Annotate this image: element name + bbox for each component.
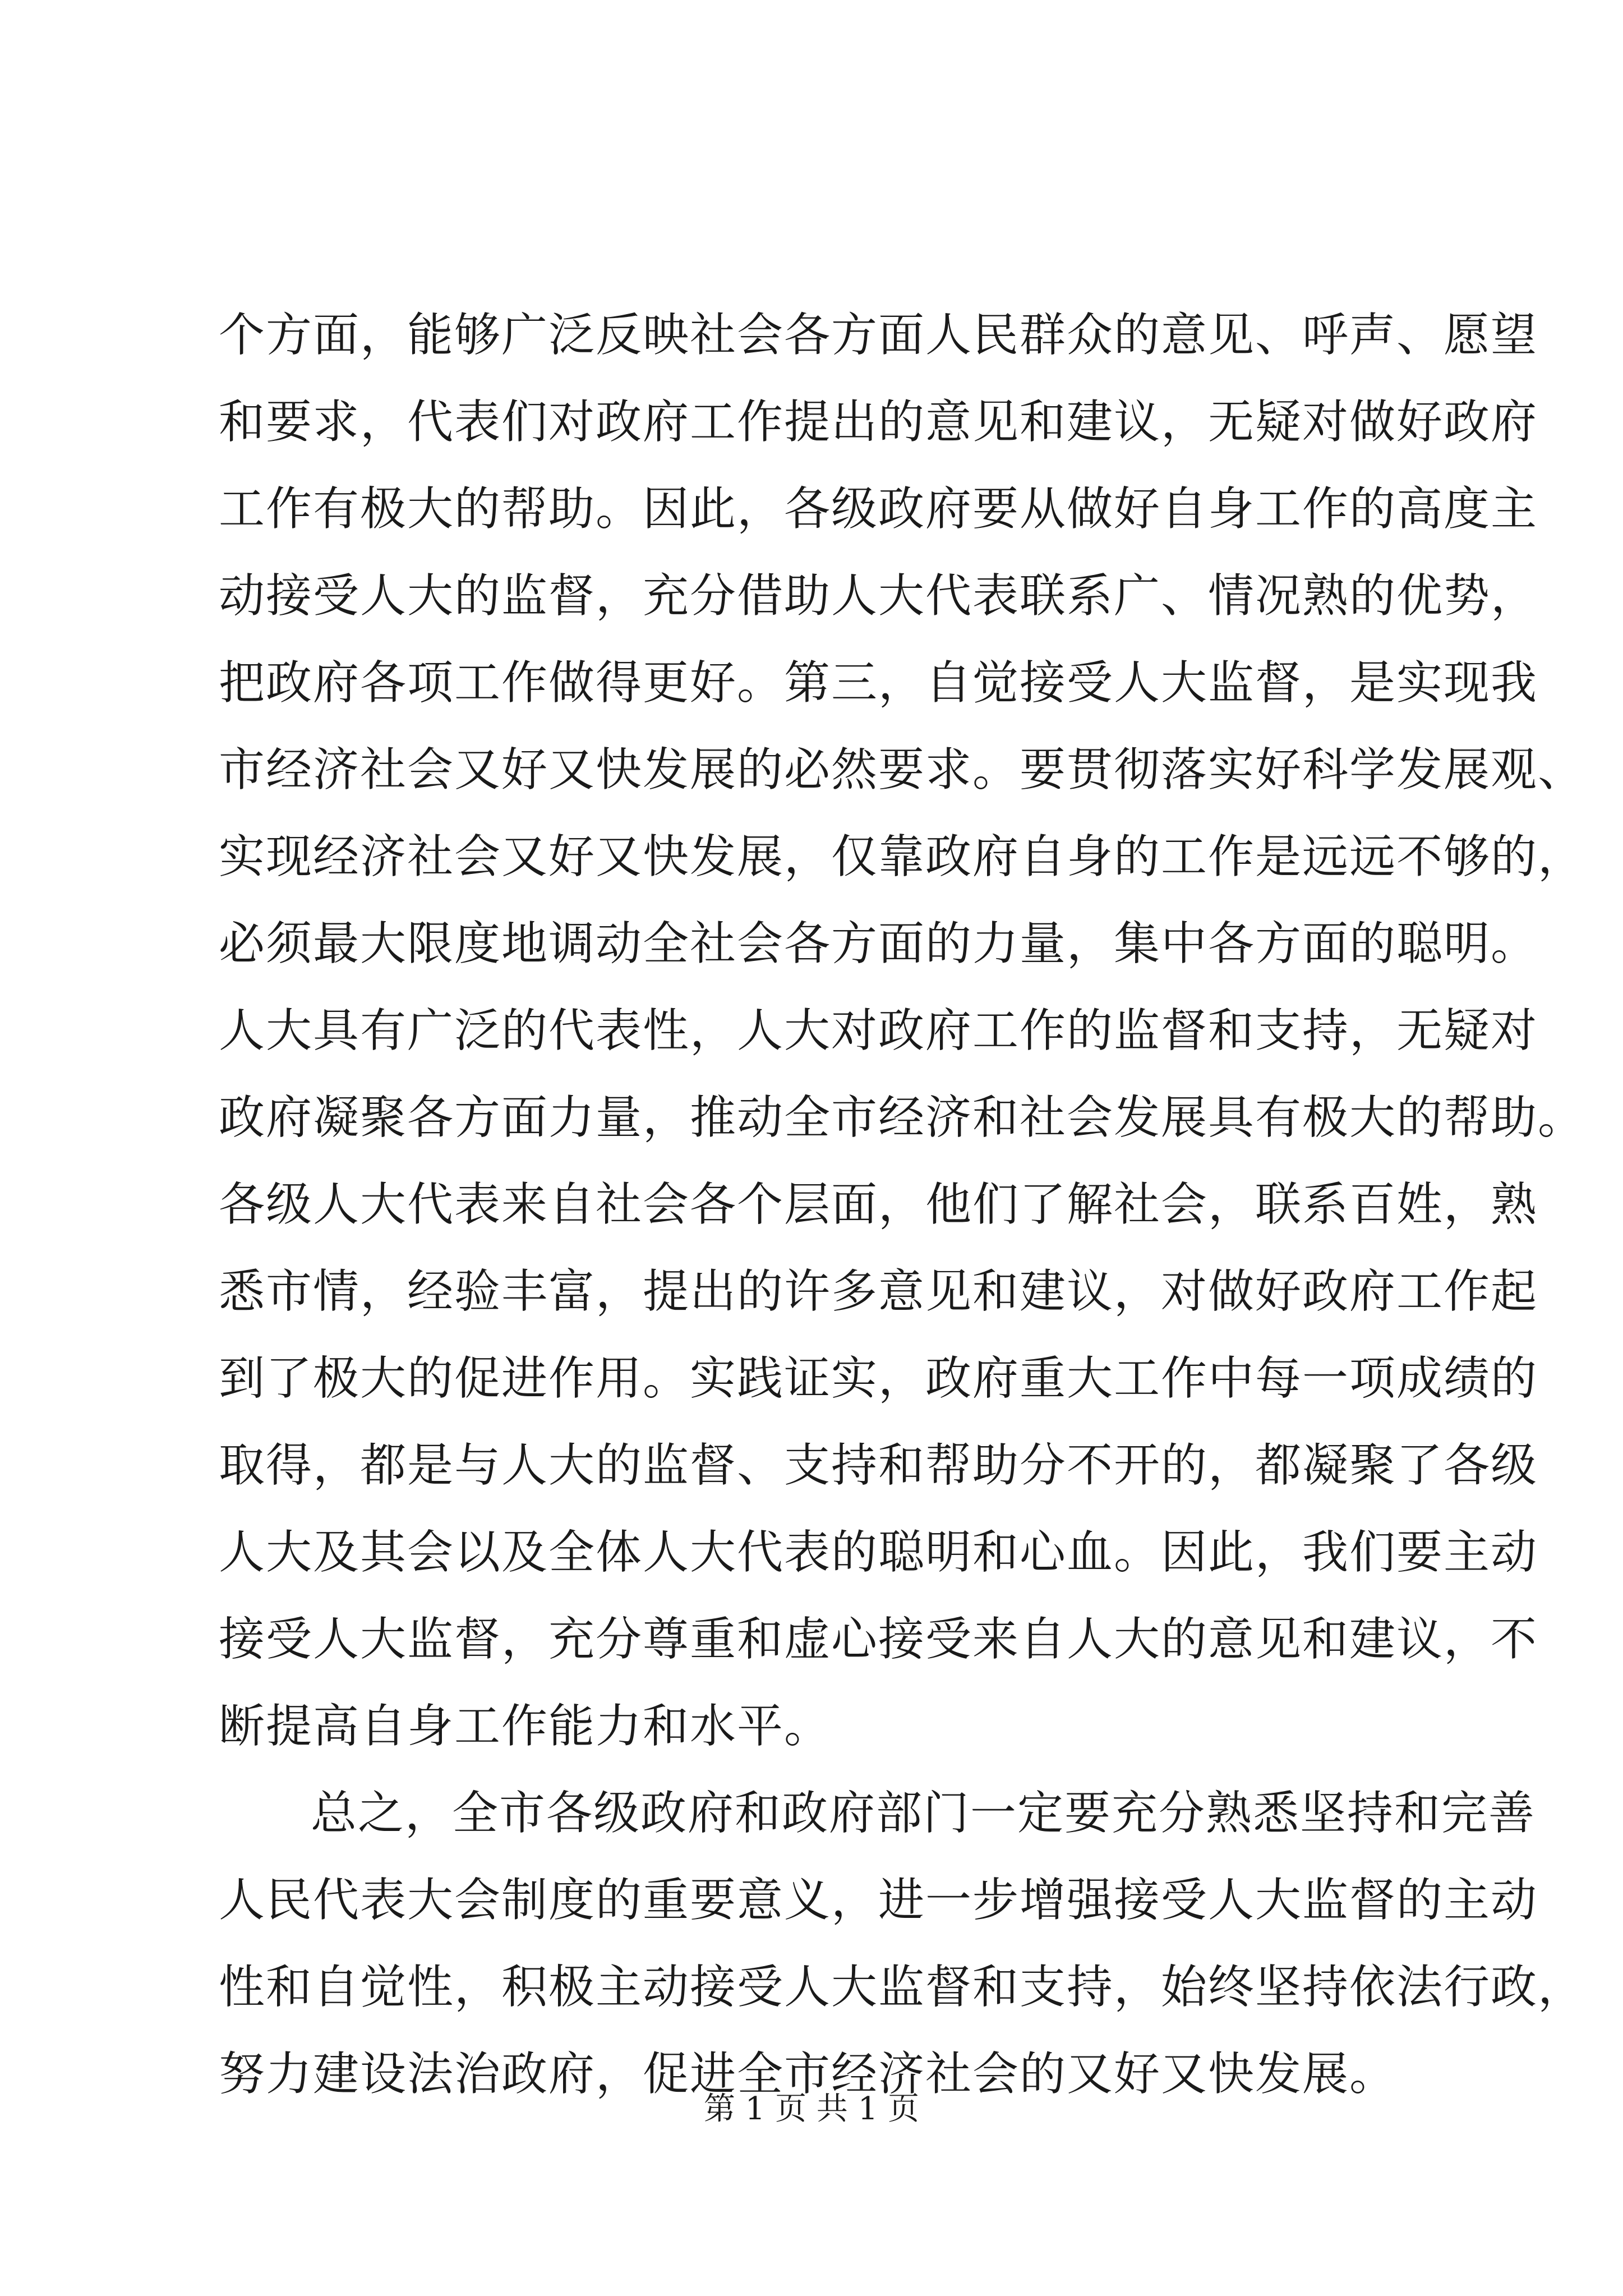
text-line: 个方面，能够广泛反映社会各方面人民群众的意见、呼声、愿望 bbox=[219, 309, 1538, 362]
text-line: 各级人大代表来自社会各个层面，他们了解社会，联系百姓，熟 bbox=[219, 1178, 1538, 1231]
text-line: 接受人大监督，充分尊重和虚心接受来自人大的意见和建议，不 bbox=[219, 1613, 1538, 1666]
text-line: 实现经济社会又好又快发展，仅靠政府自身的工作是远远不够的， bbox=[219, 830, 1585, 884]
text-line: 工作有极大的帮助。因此，各级政府要从做好自身工作的高度主 bbox=[219, 482, 1538, 536]
text-line: 取得，都是与人大的监督、支持和帮助分不开的，都凝聚了各级 bbox=[219, 1439, 1538, 1492]
paragraph-2 bbox=[219, 1770, 1585, 2118]
document-body bbox=[219, 292, 1585, 2118]
text-line: 性和自觉性，积极主动接受人大监督和支持，始终坚持依法行政， bbox=[219, 1961, 1585, 2014]
text-line: 人大及其会以及全体人大代表的聪明和心血。因此，我们要主动 bbox=[219, 1526, 1538, 1579]
text-line: 人民代表大会制度的重要意义，进一步增强接受人大监督的主动 bbox=[219, 1874, 1538, 1927]
text-line: 人大具有广泛的代表性，人大对政府工作的监督和支持，无疑对 bbox=[219, 1004, 1538, 1057]
text-line: 政府凝聚各方面力量，推动全市经济和社会发展具有极大的帮助。 bbox=[219, 1091, 1585, 1144]
text-line: 和要求，代表们对政府工作提出的意见和建议，无疑对做好政府 bbox=[219, 395, 1538, 449]
text-line: 动接受人大的监督，充分借助人大代表联系广、情况熟的优势， bbox=[219, 569, 1538, 623]
text-line: 必须最大限度地调动全社会各方面的力量，集中各方面的聪明。 bbox=[219, 917, 1538, 970]
page-footer bbox=[0, 2087, 1623, 2132]
text-line: 悉市情，经验丰富，提出的许多意见和建议，对做好政府工作起 bbox=[219, 1265, 1538, 1318]
text-line: 努力建设法治政府，促进全市经济社会的又好又快发展。 bbox=[219, 2047, 1397, 2101]
text-line: 总之，全市各级政府和政府部门一定要充分熟悉坚持和完善 bbox=[311, 1787, 1536, 1840]
page-number: 第 1 页 共 1 页 bbox=[703, 2091, 920, 2127]
text-line: 把政府各项工作做得更好。第三，自觉接受人大监督，是实现我 bbox=[219, 656, 1538, 710]
paragraph-1 bbox=[219, 292, 1585, 1770]
text-line: 断提高自身工作能力和水平。 bbox=[219, 1700, 832, 1753]
text-line: 到了极大的促进作用。实践证实，政府重大工作中每一项成绩的 bbox=[219, 1352, 1538, 1405]
text-line: 市经济社会又好又快发展的必然要求。要贯彻落实好科学发展观、 bbox=[219, 743, 1585, 797]
